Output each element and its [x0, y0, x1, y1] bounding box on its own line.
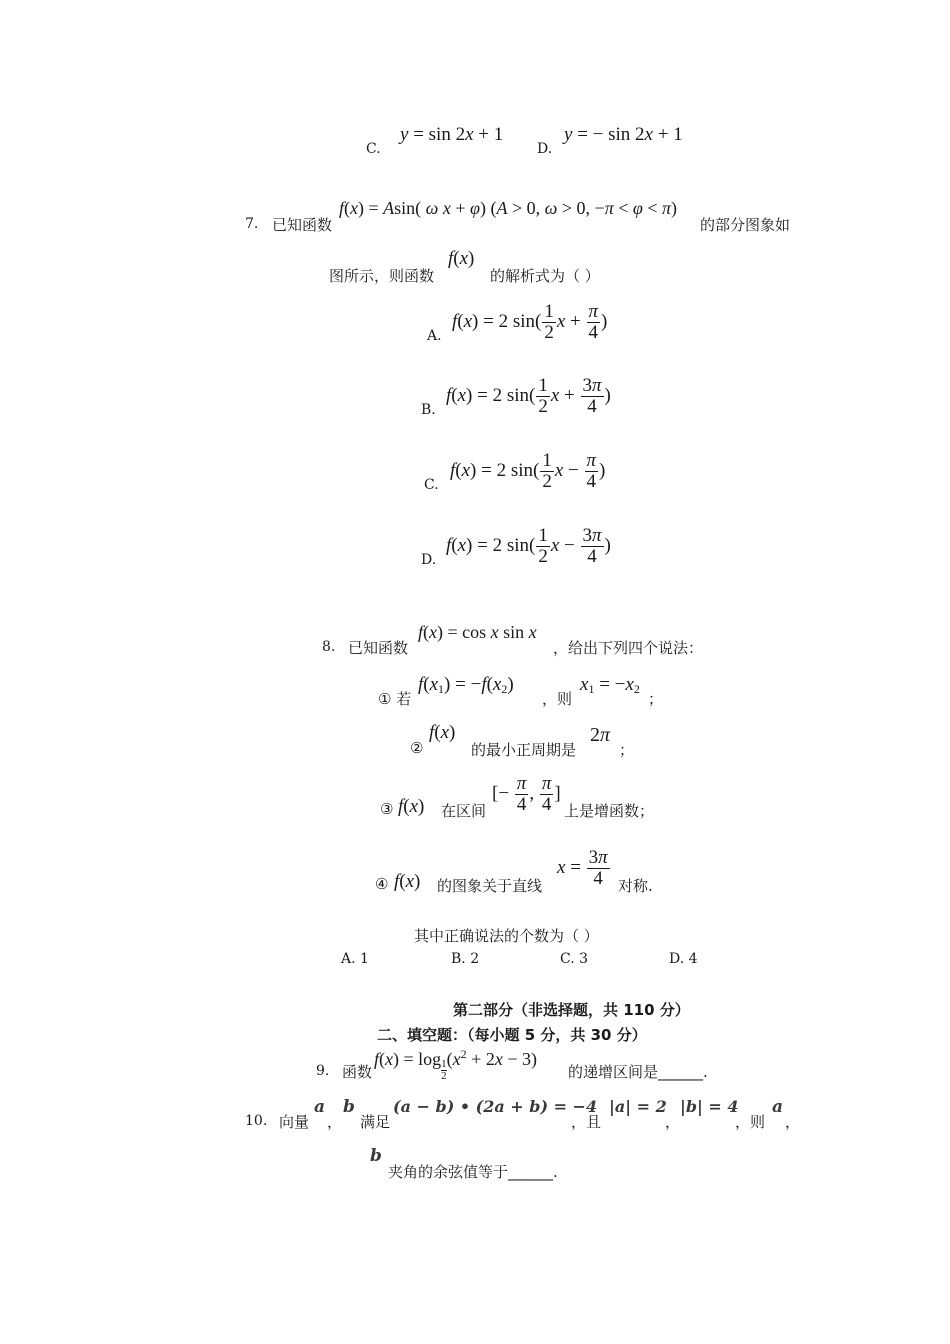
q8-statement2-prefix: ②	[410, 739, 424, 757]
q9-tail-text: 的递增区间是______.	[568, 1063, 708, 1081]
q8-statement3-prefix: ③	[380, 800, 394, 818]
q7-option-d-formula: f(x) = 2 sin( $\frac{1}{2}$ x − $\frac{3\pi}{4}$ )	[446, 525, 611, 567]
q8-statement4-fx: f(x)	[394, 871, 421, 892]
q9-lead-text: 函数	[342, 1063, 373, 1081]
q7-number: 7.	[245, 216, 259, 232]
q8-statement3-text: 在区间	[441, 802, 487, 820]
q9-number: 9.	[316, 1063, 330, 1079]
q10-line2-text: 夹角的余弦值等于______.	[388, 1163, 558, 1181]
q7-option-a-label: A.	[427, 328, 442, 344]
q8-statement2-end: ；	[619, 741, 635, 759]
q8-statement4-end: 对称.	[618, 877, 653, 895]
q7-function-formula: f(x) = Asin( ω x + φ) (A > 0, ω > 0, −π < φ < π)	[339, 198, 678, 218]
part2-heading: 第二部分（非选择题，共 110 分）	[453, 1001, 690, 1019]
q10-magnitude-a: |a| = 2	[609, 1097, 667, 1116]
q7-option-c-label: C.	[424, 477, 439, 493]
q9-function-formula: f(x) = log $\frac{1}{2}$ $(x^2 + 2x - 3)$	[374, 1047, 537, 1082]
q7-option-b-label: B.	[421, 402, 436, 418]
q8-lead-text: 已知函数	[348, 639, 409, 657]
q8-statement4-prefix: ④	[375, 875, 389, 893]
q8-tail-text: ，给出下列四个说法：	[553, 639, 704, 657]
q10-lead-text: 向量	[279, 1113, 310, 1131]
q7-option-a-formula: f(x) = 2 sin( $\frac{1}{2}$ x + $\frac{\pi}{4}$ )	[452, 301, 608, 343]
q8-statement3-fx: f(x)	[398, 796, 425, 817]
q7-option-c-formula: f(x) = 2 sin( $\frac{1}{2}$ x − $\frac{\pi}{4}$ )	[450, 450, 606, 492]
q7-line2-suffix: 的解析式为（ ）	[490, 267, 600, 285]
q8-choice-b: B. 2	[451, 951, 480, 967]
q8-number: 8.	[322, 639, 336, 655]
q6-option-c-formula: y = sin 2x + 1	[400, 124, 504, 145]
q10-vector-a: a	[314, 1097, 326, 1117]
q8-statement2-text: 的最小正周期是	[471, 741, 577, 759]
q10-number: 10.	[245, 1113, 268, 1129]
q8-statement2-period: 2π	[590, 724, 611, 746]
q10-and-text: ，且	[571, 1113, 602, 1131]
q7-option-b-formula: f(x) = 2 sin( $\frac{1}{2}$ x + $\frac{3\pi}{4}$ )	[446, 375, 611, 417]
q7-lead-text: 已知函数	[272, 216, 333, 234]
q8-statement4-text: 的图象关于直线	[437, 877, 543, 895]
q10-then-text: ，则	[735, 1113, 766, 1131]
q8-statement1-prefix: ① 若	[378, 690, 412, 708]
q8-function-formula: f(x) = cos x sin x	[418, 622, 537, 642]
q6-option-d-formula: y = − sin 2x + 1	[564, 124, 683, 145]
q8-choice-c: C. 3	[560, 951, 589, 967]
q10-comma3: ，	[785, 1113, 801, 1131]
q7-line2-prefix: 图所示，则函数	[329, 267, 435, 285]
q8-statement2-fx: f(x)	[429, 722, 456, 743]
q8-statement1-then: ，则	[542, 690, 573, 708]
q8-statement1-end: ；	[648, 690, 664, 708]
q8-statement3-end: 上是增函数；	[564, 802, 655, 820]
q7-tail-text: 的部分图象如	[700, 216, 791, 234]
q8-statement3-interval: [− $\frac{\pi}{4}$ , $\frac{\pi}{4}$ ]	[492, 773, 561, 815]
q10-comma2: ，	[665, 1113, 681, 1131]
q10-vector-a-2: a	[772, 1097, 784, 1117]
q10-vector-b-2: b	[370, 1146, 382, 1166]
q8-statement1-formula-a: $f(x_1) = -f(x_2)$	[418, 674, 514, 696]
q10-magnitude-b: |b| = 4	[680, 1097, 739, 1116]
section-fill-in-heading: 二、填空题：（每小题 5 分，共 30 分）	[377, 1026, 647, 1044]
q8-statement1-formula-b: $x_1 = -x_2$	[580, 674, 640, 696]
q7-option-d-label: D.	[421, 552, 437, 568]
q8-choice-a: A. 1	[341, 951, 369, 967]
q10-dot-product-condition: (a − b) • (2a + b) = −4	[393, 1097, 598, 1116]
q8-question-text: 其中正确说法的个数为（ ）	[414, 927, 599, 945]
q10-satisfy-text: 满足	[360, 1113, 391, 1131]
q8-choice-d: D. 4	[669, 951, 698, 967]
q6-option-d-label: D.	[537, 141, 553, 157]
q10-comma1: ，	[327, 1113, 343, 1131]
q8-statement4-line: x = $\frac{3\pi}{4}$	[557, 847, 608, 889]
q10-vector-b: b	[343, 1097, 355, 1117]
q7-fx-symbol: f(x)	[448, 248, 475, 269]
q6-option-c-label: C.	[366, 141, 381, 157]
